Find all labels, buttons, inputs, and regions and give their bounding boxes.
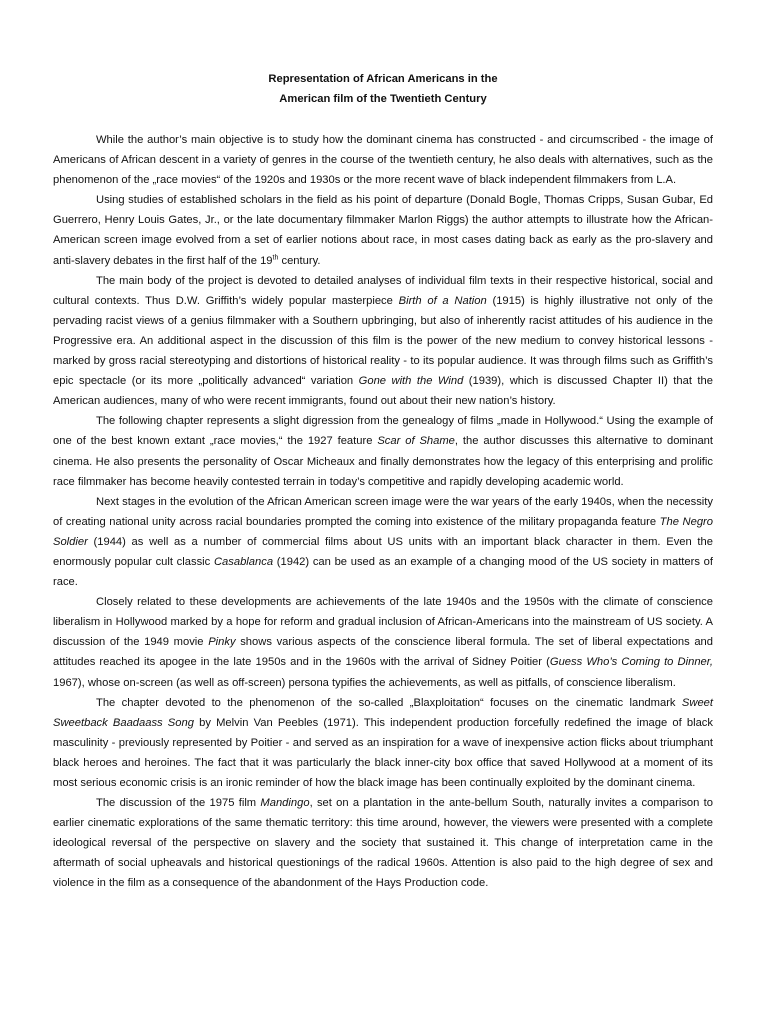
paragraph-text: century.: [278, 254, 321, 267]
paragraph-text: Using studies of established scholars in the field as his point of departure (Donald Bogle, Thomas Cripps, Susan Gubar, Ed Guerrero, Henry Louis Gates, Jr., or the late documentary filmmaker Marlon Riggs) the author attempts to illustrate how the African-American screen image evolved from a set of earlier notions about race, in most cases dating back as early as the pro-slavery and anti-slavery debates in the first half of the 19: [53, 194, 713, 267]
film-title-italic: Mandingo: [260, 797, 310, 810]
paragraph-text: The main body of the project is devoted to detailed analyses of individual film texts in their respective historical, social and cultural contexts. Thus D.W. Griffith’s widely popular masterpiece: [53, 274, 713, 307]
superscript-text: th: [272, 253, 279, 261]
paragraph-text: Closely related to these developments are achievements of the late 1940s and the 1950s with the climate of conscience liberalism in Hollywood marked by a hope for reform and gradual inclusion of African-Americans into the mainstream of US society. A discussion of the 1949 movie: [53, 596, 713, 649]
paragraph-text: The discussion of the 1975 film: [96, 797, 261, 810]
body-paragraph: [53, 592, 713, 692]
title-line-1: Representation of African Americans in the: [268, 73, 498, 85]
title-line-2: American film of the Twentieth Century: [279, 92, 487, 105]
paragraph-text: , the author discusses this alternative to dominant cinema. He also presents the personality of Oscar Micheaux and finally demonstrates how the legacy of this enterprising and prolific race filmmaker has become heavily contested terrain in today’s competitive and rapidly developing academic world.: [53, 435, 713, 488]
paragraph-text: shows various aspects of the conscience liberal formula. The set of liberal expectations and attitudes reached its apogee in the late 1950s and in the 1960s with the arrival of Sidney Poitier (: [53, 636, 713, 669]
paragraph-text: (1944) as well as a number of commercial films about US units with an important black character in them. Even the enormously popular cult classic: [53, 535, 713, 568]
document-title: [53, 70, 713, 109]
paragraph-text: (1915) is highly illustrative not only of the pervading racist views of a genius filmmaker with a Southern upbringing, but also of inherently racist attitudes of his audience in the Progressive era. An additional aspect in the discussion of this film is the power of the new medium to convey historical lessons - marked by gross racial stereotyping and distortions of historical reality - to its popular audience. It was through films such as Griffith’s epic spectacle (or its more „politically advanced“ variation: [53, 294, 713, 388]
film-title-italic: The Negro Soldier: [53, 515, 713, 548]
paragraph-text: Next stages in the evolution of the African American screen image were the war years of the early 1940s, when the necessity of creating national unity across racial boundaries prompted the coming into existence of the military propaganda feature: [53, 495, 713, 528]
body-paragraph: [53, 793, 713, 893]
paragraph-text: While the author’s main objective is to study how the dominant cinema has constructed - and circumscribed - the image of Americans of African descent in a variety of genres in the course of the twentieth century, he also deals with alternatives, such as the phenomenon of the „race movies“ of the 1920s and 1930s or the more recent wave of black independent filmmakers from L.A.: [53, 134, 713, 187]
paragraph-text: The chapter devoted to the phenomenon of the so-called „Blaxploitation“ focuses on the cinematic landmark: [96, 696, 682, 709]
body-paragraph: [53, 492, 713, 592]
paragraph-text: 1967), whose on-screen (as well as off-screen) persona typifies the achievements, as well as pitfalls, of conscience liberalism.: [53, 676, 676, 689]
film-title-italic: Gone with the Wind: [358, 375, 464, 388]
paragraph-text: by Melvin Van Peebles (1971). This independent production forcefully redefined the image of black masculinity - previously represented by Poitier - and served as an inspiration for a wave of inexpensive action flicks about triumphant black heroes and heroines. The fact that it was particularly the black inner-city box office that saved Hollywood at a moment of its most serious economic crisis is an ironic reminder of how the black image has been continually exploited by the dominant cinema.: [53, 716, 713, 789]
film-title-italic: Casablanca: [213, 555, 274, 568]
paragraph-text: (1939), which is discussed Chapter II) that the American audiences, many of who were recent immigrants, found out about their new nation’s history.: [53, 375, 713, 408]
body-paragraph: [53, 190, 713, 270]
paragraph-text: , set on a plantation in the ante-bellum South, naturally invites a comparison to earlier cinematic explorations of the same thematic territory: this time around, however, the viewers were presented with a complete ideological reversal of the perspective on slavery and the society that sustained it. This change of interpretation came in the aftermath of social upheavals and historical questionings of the radical 1960s. Attention is also paid to the high degree of sex and violence in the film as a consequence of the abandonment of the Hays Production code.: [53, 797, 713, 890]
body-paragraph: [53, 411, 713, 491]
paragraph-text: The following chapter represents a slight digression from the genealogy of films „made in Hollywood.“ Using the example of one of the best known extant „race movies,“ the 1927 feature: [53, 415, 713, 448]
document-body: [53, 130, 713, 894]
film-title-italic: Pinky: [208, 636, 236, 649]
film-title-italic: Birth of a Nation: [398, 294, 487, 307]
body-paragraph: [53, 271, 713, 412]
film-title-italic: Sweet Sweetback Baadaass Song: [53, 696, 713, 729]
film-title-italic: Scar of Shame: [377, 435, 455, 448]
paragraph-text: (1942) can be used as an example of a changing mood of the US society in matters of race.: [53, 555, 713, 589]
body-paragraph: [53, 693, 713, 793]
body-paragraph: [53, 130, 713, 190]
film-title-italic: Guess Who’s Coming to Dinner,: [549, 656, 713, 669]
